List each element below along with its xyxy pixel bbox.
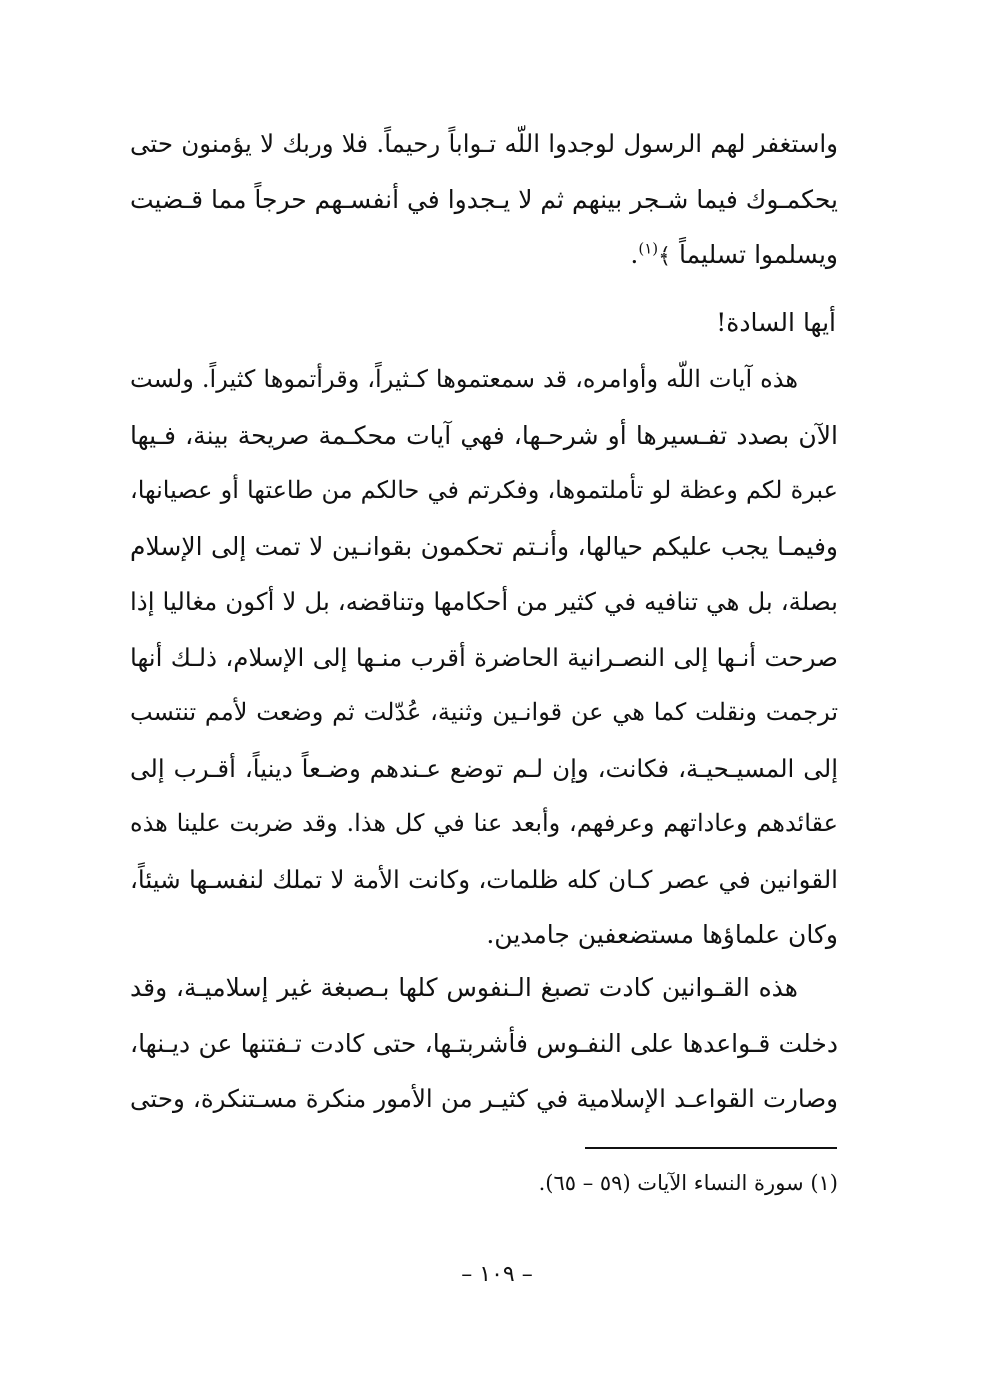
text-line: بصلة، بل هي تنافيه في كثير من أحكامها وتناقضه، بل لا أكون مغاليا إذا [130,587,838,616]
text-line: وصارت القواعـد الإسلامية في كثيـر من الأمور منكرة مسـتنكرة، وحتى [130,1084,838,1113]
text-line: وكان علماؤها مستضعفين جامدين. [486,920,838,949]
text-line: عبرة لكم وعظة لو تأملتموها، وفكرتم في حالكم من طاعتها أو عصيانها، [130,476,838,504]
section-heading: أيها السادة! [716,308,836,337]
text-line-content: ويسلموا تسليماً [678,240,838,269]
text-line: دخلت قـواعدها على النفـوس فأشربتـها، حتى كادت تـفتنها عن ديـنها، [130,1028,838,1058]
paragraph-main [130,352,838,963]
text-line: صرحت أنـها إلى النصـرانية الحاضرة أقرب منـها إلى الإسلام، ذلـك أنها [130,642,838,672]
text-line [130,227,838,285]
text-line: وفيمـا يجب عليكم حيالها، وأنـتم تحكمون بقوانـين لا تمت إلى الإسلام [130,531,838,561]
text-line: القوانين في عصر كـان كله ظلمات، وكانت الأمة لا تملك لنفسـها شيئاً، [130,864,838,894]
footnote: (١) سورة النساء الآيات (٥٩ – ٦٥). [538,1171,838,1195]
page-number: – ١٠٩ – [461,1262,533,1287]
end-mark: . [630,240,639,269]
text-line: هذه آيات اللّه وأوامره، قد سمعتموها كـثيراً، وقرأتموها كثيراً. ولست [130,365,798,393]
paragraph-continued [130,960,838,1127]
text-line: الآن بصدد تفـسيرها أو شرحـها، فهي آيات محكـمة صريحة بينة، فـيها [130,420,838,450]
closing-bracket-ornament: ﴾ [658,244,672,269]
footnote-separator [585,1147,837,1149]
text-line: إلى المسيـحيـة، فكانت، وإن لـم توضع عـندهم وضـعاً دينياً، أقـرب إلى [130,753,838,783]
paragraph-quran-verse [130,116,838,285]
text-line: عقائدهم وعاداتهم وعرفهم، وأبعد عنا في كل هذا. وقد ضربت علينا هذه [130,809,838,837]
text-line: هذه القـوانين كادت تصبغ الـنفوس كلها بـصبغة غير إسلاميـة، وقد [130,973,798,1002]
text-line: ترجمت ونقلت كما هي عن قوانـين وثنية، عُدّلت ثم وضعت لأمم تنتسب [130,698,838,726]
footnote-marker: (١) [638,239,659,258]
text-line: واستغفر لهم الرسول لوجدوا اللّه تـواباً رحيماً. فلا وربك لا يؤمنون حتى [130,129,838,158]
text-line: يحكمـوك فيما شـجر بينهم ثم لا يـجدوا في أنفسـهم حرجاً مما قـضيت [130,184,838,214]
